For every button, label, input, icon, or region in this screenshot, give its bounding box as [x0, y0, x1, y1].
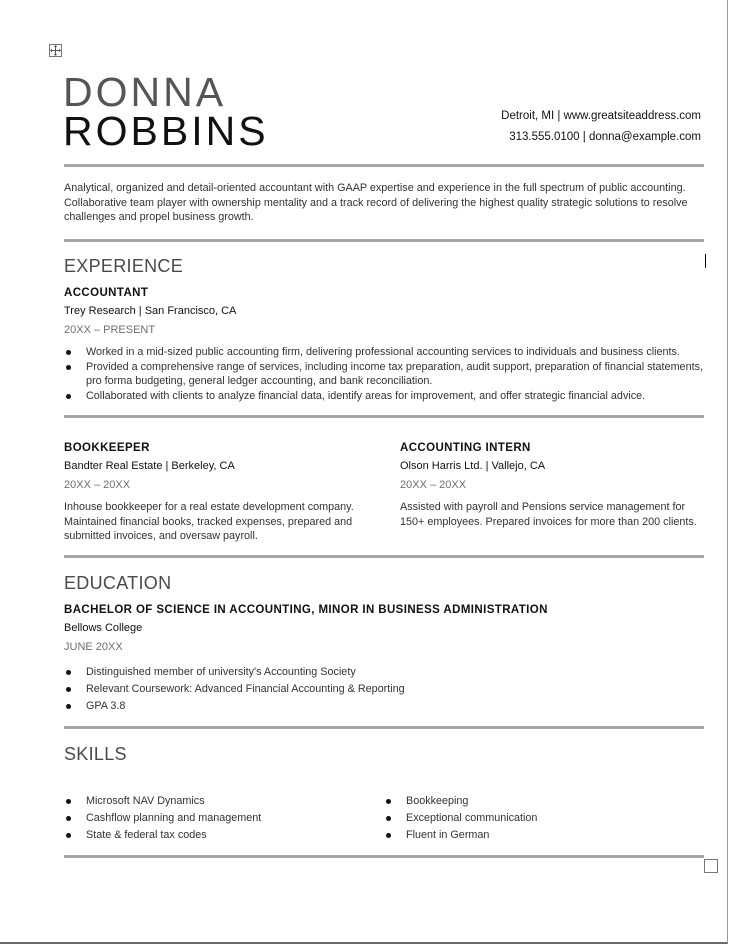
- list-item: Distinguished member of university's Accounting Society: [64, 665, 704, 680]
- list-item: Cashflow planning and management: [64, 811, 364, 826]
- last-name: ROBBINS: [63, 108, 269, 154]
- job-company: Trey Research | San Francisco, CA: [64, 305, 237, 317]
- first-name: DONNA: [63, 69, 227, 115]
- divider-rule: [64, 239, 704, 242]
- skills-heading: SKILLS: [64, 744, 127, 764]
- list-item: Relevant Coursework: Advanced Financial Accounting & Reporting: [64, 682, 704, 697]
- job-description: Assisted with payroll and Pensions service management for 150+ employees. Prepared invoices for more than 200 clients.: [400, 501, 697, 528]
- job-description: Inhouse bookkeeper for a real estate development company. Maintained financial books, tracked expenses, prepared and submitted invoices, and oversaw payroll.: [64, 501, 354, 543]
- list-item: Exceptional communication: [384, 811, 684, 826]
- text-cursor: [705, 254, 706, 268]
- job-bullets: [64, 345, 704, 403]
- list-item: Provided a comprehensive range of services, including income tax preparation, audit support, preparation of financial statements, pro forma budgeting, general ledger accounting, and bank reconciliation.: [64, 360, 704, 389]
- education-heading: EDUCATION: [64, 573, 172, 593]
- contact-location-website: Detroit, MI | www.greatsiteaddress.com: [501, 110, 701, 122]
- skills-list-right: [384, 794, 684, 845]
- job-title: BOOKKEEPER: [64, 442, 150, 454]
- school-name: Bellows College: [64, 622, 143, 634]
- list-item: State & federal tax codes: [64, 828, 364, 843]
- list-item: Worked in a mid-sized public accounting firm, delivering professional accounting services to individuals and business clients.: [64, 345, 704, 360]
- degree-title: BACHELOR OF SCIENCE IN ACCOUNTING, MINOR IN BUSINESS ADMINISTRATION: [64, 604, 548, 616]
- divider-rule: [64, 415, 704, 418]
- divider-rule: [64, 164, 704, 167]
- education-bullets: [64, 665, 704, 716]
- divider-rule: [64, 555, 704, 558]
- list-item: Microsoft NAV Dynamics: [64, 794, 364, 809]
- job-title: ACCOUNTANT: [64, 287, 149, 299]
- divider-rule: [64, 726, 704, 729]
- list-item: Bookkeeping: [384, 794, 684, 809]
- list-item: Fluent in German: [384, 828, 684, 843]
- job-dates: 20XX – 20XX: [64, 479, 131, 491]
- job-company: Bandter Real Estate | Berkeley, CA: [64, 460, 235, 472]
- list-item: Collaborated with clients to analyze financial data, identify areas for improvement, and offer strategic financial advice.: [64, 389, 704, 404]
- experience-heading: EXPERIENCE: [64, 256, 184, 276]
- divider-rule: [64, 855, 704, 858]
- contact-phone-email: 313.555.0100 | donna@example.com: [509, 131, 701, 143]
- education-dates: JUNE 20XX: [64, 641, 123, 653]
- summary-text: Analytical, organized and detail-oriented accountant with GAAP expertise and experience in the full spectrum of public accounting. Collaborative team player with ownership mentality and a track record of delivering the highest quality strategic solutions to resolve challenges and propel business growth.: [64, 182, 688, 224]
- move-arrows-icon[interactable]: [49, 44, 62, 57]
- list-item: GPA 3.8: [64, 699, 704, 714]
- skills-list-left: [64, 794, 364, 845]
- resize-square-icon[interactable]: [704, 859, 718, 873]
- job-title: ACCOUNTING INTERN: [400, 442, 531, 454]
- job-company: Olson Harris Ltd. | Vallejo, CA: [400, 460, 546, 472]
- job-dates: 20XX – 20XX: [400, 479, 467, 491]
- job-dates: 20XX – PRESENT: [64, 324, 156, 336]
